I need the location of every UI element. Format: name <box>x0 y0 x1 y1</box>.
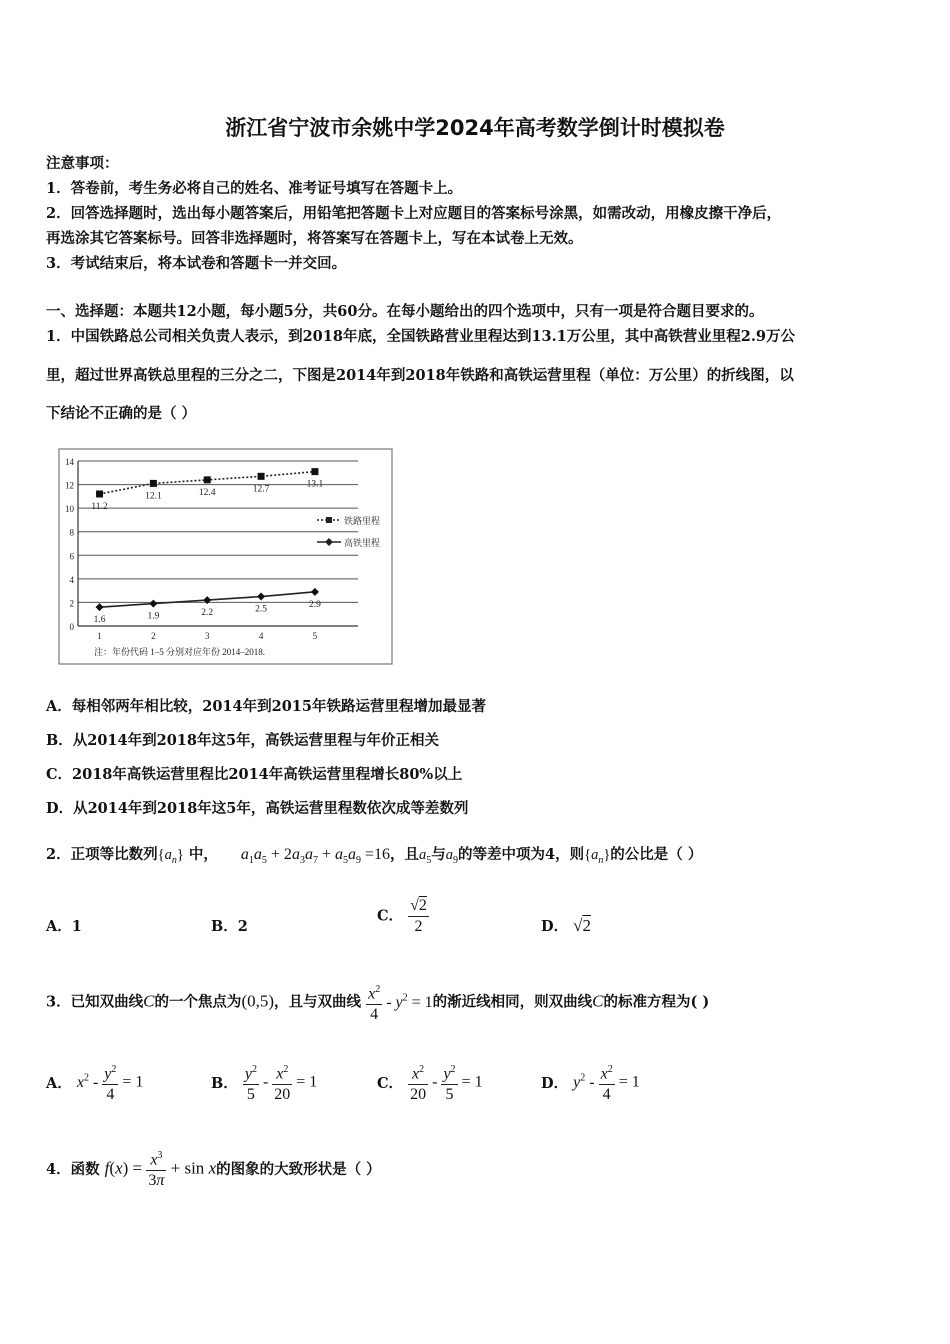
q3-stem-d: 的渐近线相同，则双曲线 <box>432 993 593 1011</box>
q2-stem-c: ，且 <box>390 846 419 863</box>
q3-option-d: D． $y^2$ - $\frac{x^2}{4}$ = 1 <box>541 1060 640 1105</box>
hsr-label-1: 1.6 <box>93 615 106 626</box>
railway-label-3: 12.4 <box>198 487 216 498</box>
page-title: 浙江省宁波市余姚中学2024年高考数学倒计时模拟卷 <box>225 116 725 140</box>
q2-option-a: A．1 <box>46 918 82 935</box>
q2-option-c-radicand: 2 <box>418 897 427 914</box>
hsr-point-4 <box>257 593 265 601</box>
q3-option-b: B． $\frac{y^2}{5}$ - $\frac{x^2}{20}$ = 1 <box>211 1060 317 1105</box>
notice-heading: 注意事项： <box>46 155 119 172</box>
legend-marker-railway <box>326 517 332 523</box>
q2-option-c <box>377 896 429 937</box>
q3-var-c-2: C <box>592 991 604 1011</box>
y-tick-2: 2 <box>69 598 74 609</box>
railway-label-5: 13.1 <box>306 479 324 490</box>
q3-stem-e: 的标准方程为( ) <box>603 993 710 1011</box>
q4-frac: $\frac{x^3}{3\pi}$ <box>146 1146 166 1191</box>
q4-stem-b: 的图象的大致形状是（ ） <box>216 1161 381 1179</box>
q1-line-2: 里，超过世界高铁总里程的三分之二，下图是2014年到2018年铁路和高铁运营里程（单位：万公里）的折线图，以 <box>46 367 794 384</box>
hsr-label-3: 2.2 <box>201 608 214 619</box>
x-tick-3: 3 <box>204 631 210 641</box>
line-chart <box>58 448 394 666</box>
q2-equation: $a_1a_5 + 2a_3a_7 + a_5a_9 =16$ <box>240 846 390 867</box>
q3-focus: (0,5) <box>241 991 275 1011</box>
q3-option-a-label: A． <box>46 1075 72 1093</box>
q3-option-c: C． $\frac{x^2}{20}$ - $\frac{y^2}{5}$ = 1 <box>377 1060 483 1105</box>
y-tick-12: 12 <box>65 480 74 491</box>
railway-point-1 <box>96 491 103 498</box>
q2-stem-e: 的等差中项为4，则 <box>458 846 585 863</box>
q1-option-d: D．从2014年到2018年这5年，高铁运营里程数依次成等差数列 <box>46 800 469 817</box>
y-tick-4: 4 <box>69 574 74 585</box>
chart-y-ticks <box>65 457 75 632</box>
hsr-point-5 <box>311 588 319 596</box>
q4-function: f(x) = <box>104 1158 147 1178</box>
q1-option-c: C．2018年高铁运营里程比2014年高铁运营里程增长80%以上 <box>46 766 463 783</box>
q3-option-c-label: C． <box>377 1075 404 1093</box>
hsr-label-2: 1.9 <box>147 611 160 622</box>
x-tick-2: 2 <box>151 631 156 641</box>
y-tick-8: 8 <box>69 527 74 538</box>
q2-a5: $a_5$ <box>419 847 432 866</box>
q2-eq-rhs: =16 <box>364 846 390 863</box>
q3-stem-c: ，且与双曲线 <box>274 993 362 1011</box>
railway-point-4 <box>258 473 265 480</box>
railway-point-3 <box>204 476 211 483</box>
notice-item-1: 1．答卷前，考生务必将自己的姓名、准考证号填写在答题卡上。 <box>46 180 463 197</box>
hsr-point-2 <box>149 600 157 608</box>
q3-stem <box>46 980 709 1025</box>
q2-option-d <box>541 915 591 936</box>
q2-a9: $a_9$ <box>445 847 458 866</box>
x-tick-1: 1 <box>97 631 102 641</box>
q3-option-a: A． $x^2$ - $\frac{y^2}{4}$ = 1 <box>46 1060 143 1105</box>
q2-option-d-label: D． <box>541 918 569 935</box>
q4-stem: 4．函数 f(x) = $\frac{x^3}{3\pi}$ + sin x的图象的大致形状是（ ） <box>46 1146 381 1191</box>
q2-seq-an-1: $\{a_n\}$ <box>157 847 184 866</box>
q1-line-3: 下结论不正确的是（ ） <box>46 405 197 422</box>
q2-option-c-label: C． <box>377 907 404 925</box>
hsr-point-1 <box>96 603 104 611</box>
railway-point-5 <box>311 468 318 475</box>
q2-stem-d: 与 <box>431 846 446 863</box>
q2-seq-an-2: $\{a_n\}$ <box>584 847 611 866</box>
q3-stem-a: 3．已知双曲线 <box>46 993 144 1011</box>
chart-note: 注：年份代码 1–5 分别对应年份 2014–2018. <box>94 647 266 657</box>
q2-option-c-den: 2 <box>414 918 423 935</box>
chart-frame <box>59 449 392 664</box>
q2-option-c-frac: $\frac{√2}{2}$ <box>410 897 427 935</box>
q2-stem <box>46 843 702 866</box>
q3-hyperbola-frac: $\frac{x^2}{4}$ <box>366 980 382 1025</box>
notice-item-2-cont: 再选涂其它答案标号。回答非选择题时，将答案写在答题卡上，写在本试卷上无效。 <box>46 230 583 247</box>
notice-item-2: 2．回答选择题时，选出每小题答案后，用铅笔把答题卡上对应题目的答案标号涂黑，如需改动，用橡皮擦干净后， <box>46 205 782 222</box>
y-tick-6: 6 <box>69 551 74 562</box>
x-tick-4: 4 <box>258 631 264 641</box>
q1-option-b: B．从2014年到2018年这5年，高铁运营里程与年价正相关 <box>46 732 440 749</box>
section-heading: 一、选择题：本题共12小题，每小题5分，共60分。在每小题给出的四个选项中，只有一项是符合题目要求的。 <box>46 303 764 320</box>
y-tick-10: 10 <box>65 504 74 515</box>
railway-point-2 <box>150 480 157 487</box>
legend-marker-hsr <box>325 538 333 546</box>
q2-option-d-radicand: 2 <box>582 916 591 935</box>
q3-var-c-1: C <box>143 991 155 1011</box>
railway-label-4: 12.7 <box>252 484 270 495</box>
q1-line-1: 1．中国铁路总公司相关负责人表示，到2018年底，全国铁路营业里程达到13.1万公里，其中高铁营业里程2.9万公 <box>46 328 795 345</box>
y-tick-14: 14 <box>65 457 74 467</box>
legend-label-hsr: 高铁里程 <box>344 538 381 548</box>
x-tick-5: 5 <box>312 631 318 641</box>
q2-stem-a: 2．正项等比数列 <box>46 846 158 863</box>
notice-item-3: 3．考试结束后，将本试卷和答题卡一并交回。 <box>46 255 347 272</box>
legend-label-railway: 铁路里程 <box>344 516 381 526</box>
q2-stem-b: 中， <box>188 846 218 863</box>
q2-option-d-sqrt: √2 <box>573 916 591 935</box>
hsr-label-5: 2.9 <box>308 599 321 610</box>
q3-stem-b: 的一个焦点为 <box>154 993 242 1011</box>
q4-stem-a: 4．函数 <box>46 1161 100 1179</box>
q2-option-b: B．2 <box>211 918 248 935</box>
chart-x-ticks <box>97 631 317 641</box>
q3-hyperbola-rest: - $y^2 = 1$ <box>382 992 433 1011</box>
q3-option-d-label: D． <box>541 1075 569 1093</box>
y-tick-0: 0 <box>69 622 74 632</box>
chart-series <box>91 468 323 625</box>
q3-option-b-label: B． <box>211 1075 238 1093</box>
railway-label-1: 11.2 <box>91 502 108 512</box>
q1-option-a: A．每相邻两年相比较，2014年到2015年铁路运营里程增加最显著 <box>46 698 486 715</box>
q2-stem-f: 的公比是（ ） <box>610 846 703 863</box>
railway-label-2: 12.1 <box>145 491 162 502</box>
hsr-label-4: 2.5 <box>255 604 268 615</box>
